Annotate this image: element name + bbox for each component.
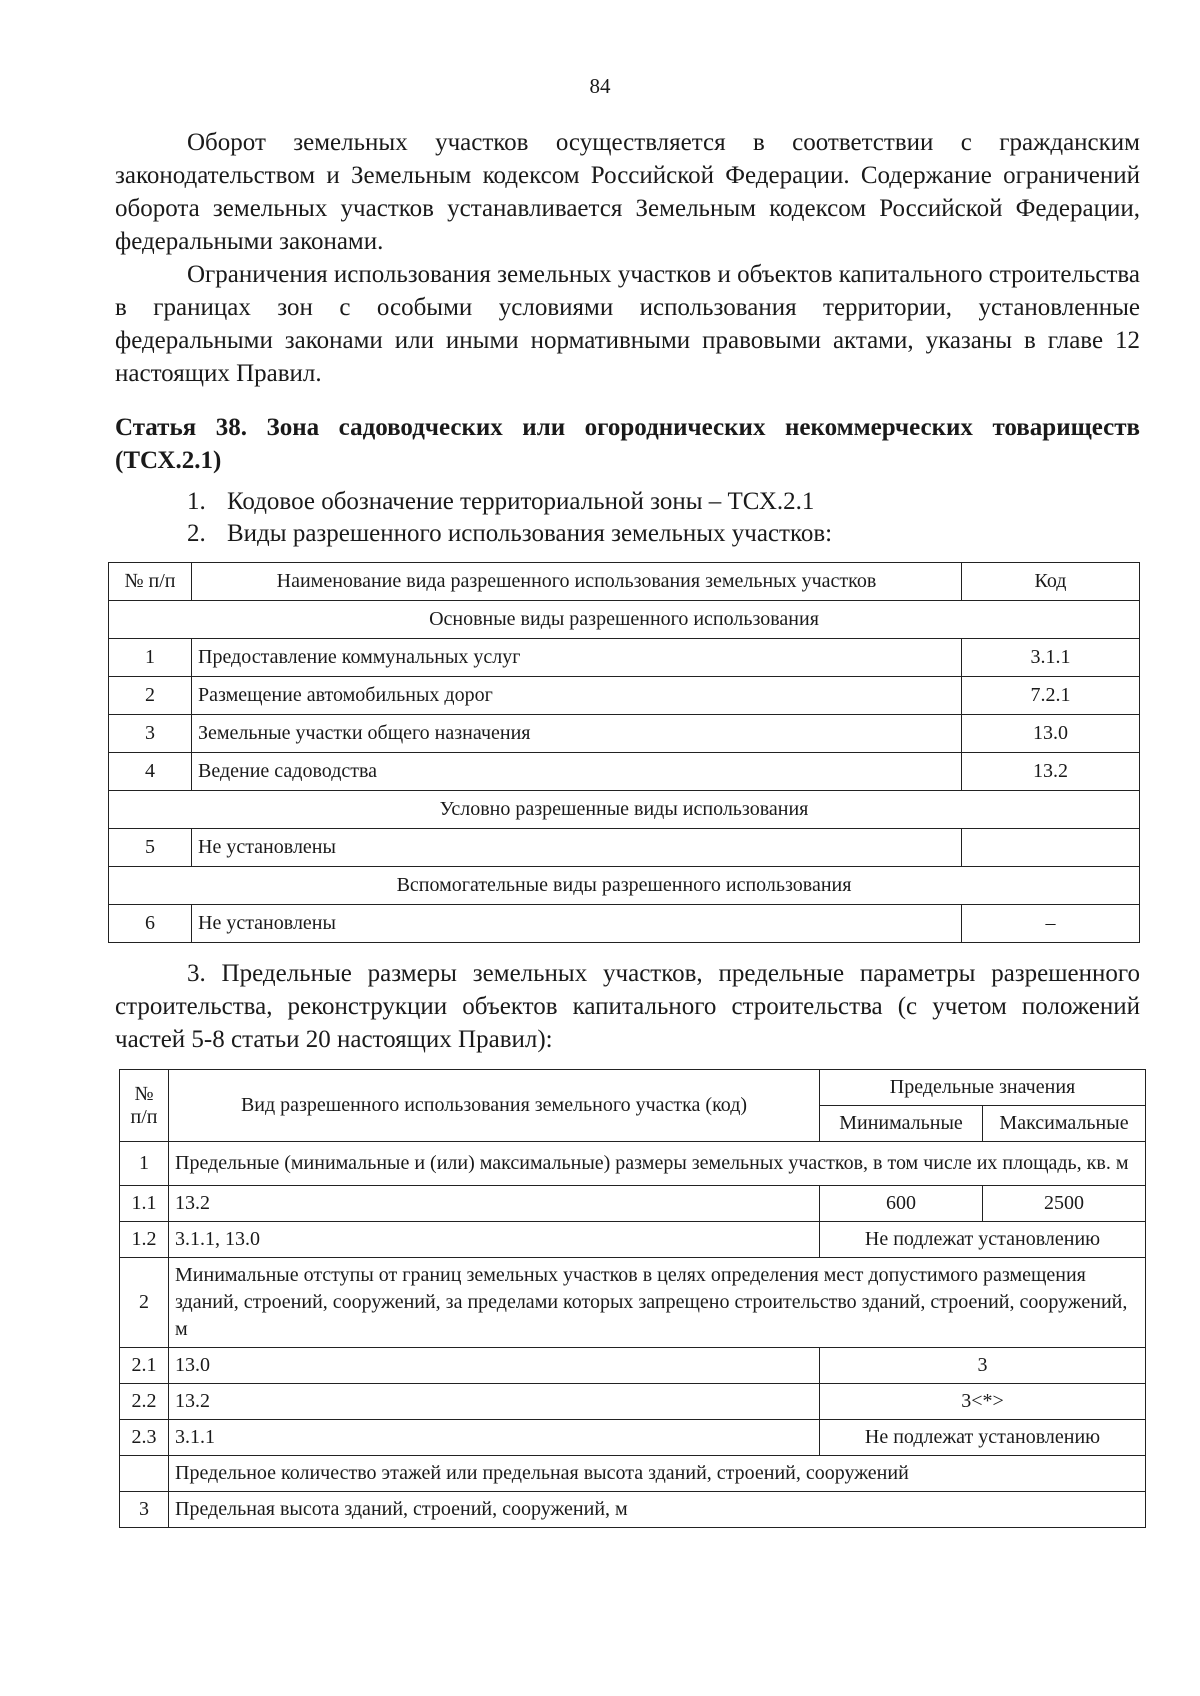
row-number [120, 1456, 169, 1492]
row-name: Размещение автомобильных дорог [192, 677, 962, 715]
table-row [109, 639, 1140, 677]
row-number: 2.1 [120, 1348, 169, 1384]
row-value: 3<*> [820, 1384, 1146, 1420]
table-row [120, 1258, 1146, 1348]
row-number: 1.1 [120, 1186, 169, 1222]
header-cell-name: Наименование вида разрешенного использования земельных участков [192, 563, 962, 601]
row-text: Предельная высота зданий, строений, сооружений, м [169, 1492, 1146, 1528]
header-cell-min: Минимальные [820, 1106, 983, 1142]
paragraph-text: 3. Предельные размеры земельных участков, предельные параметры разрешенного строительства, реконструкции объектов капитального строительства (с учетом положений частей 5-8 статьи 20 настоящих Правил): [115, 960, 1140, 1053]
row-name: Земельные участки общего назначения [192, 715, 962, 753]
row-number: 1 [120, 1142, 169, 1186]
table-row [120, 1222, 1146, 1258]
row-code: 13.0 [169, 1348, 820, 1384]
row-name: Предоставление коммунальных услуг [192, 639, 962, 677]
table-row [120, 1456, 1146, 1492]
row-code: 3.1.1, 13.0 [169, 1222, 820, 1258]
header-cell-max: Максимальные [983, 1106, 1146, 1142]
header-cell-number: № п/п [120, 1070, 169, 1142]
header-cell-code: Код [962, 563, 1140, 601]
row-number: 2 [109, 677, 192, 715]
table-row [109, 715, 1140, 753]
row-value: 3 [820, 1348, 1146, 1384]
limit-parameters-table [119, 1069, 1146, 1528]
row-number: 2.2 [120, 1384, 169, 1420]
paragraph-limit-sizes [115, 957, 1140, 1056]
row-text: Предельное количество этажей или предельная высота зданий, строений, сооружений [169, 1456, 1146, 1492]
row-code: 3.1.1 [169, 1420, 820, 1456]
paragraph-text: Ограничения использования земельных участков и объектов капитального строительства в границах зон с особыми условиями использования территории, установленные федеральными законами или иными нормативными правовыми актами, указаны в главе 12 настоящих Правил. [115, 261, 1140, 387]
row-value: Не подлежат установлению [820, 1222, 1146, 1258]
table-row [120, 1492, 1146, 1528]
header-cell-limit-values: Предельные значения [820, 1070, 1146, 1106]
page-number: 84 [589, 74, 611, 98]
row-number: 5 [109, 829, 192, 867]
table-row [109, 829, 1140, 867]
row-code: 7.2.1 [962, 677, 1140, 715]
table-row [120, 1186, 1146, 1222]
row-number: 4 [109, 753, 192, 791]
section-conditional-uses: Условно разрешенные виды использования [109, 791, 1140, 829]
table-header-row [120, 1070, 1146, 1106]
row-name: Не установлены [192, 829, 962, 867]
table-header-row [109, 563, 1140, 601]
article-heading: Статья 38. Зона садоводческих или огороднических некоммерческих товариществ (ТСХ.2.1) [115, 414, 1140, 474]
row-number: 2.3 [120, 1420, 169, 1456]
row-number: 1.2 [120, 1222, 169, 1258]
row-number: 2 [120, 1258, 169, 1348]
table-row [120, 1420, 1146, 1456]
numbered-list [187, 486, 832, 550]
section-row [109, 791, 1140, 829]
row-number: 1 [109, 639, 192, 677]
table-row [109, 753, 1140, 791]
row-code: 13.2 [169, 1186, 820, 1222]
row-code: 3.1.1 [962, 639, 1140, 677]
table-row [109, 905, 1140, 943]
row-code: 13.2 [169, 1384, 820, 1420]
row-name: Не установлены [192, 905, 962, 943]
row-name: Ведение садоводства [192, 753, 962, 791]
row-code: – [962, 905, 1140, 943]
row-code [962, 829, 1140, 867]
list-item-text: Виды разрешенного использования земельных участков: [227, 520, 833, 547]
row-code: 13.0 [962, 715, 1140, 753]
section-auxiliary-uses: Вспомогательные виды разрешенного использования [109, 867, 1140, 905]
list-item-text: Кодовое обозначение территориальной зоны – ТСХ.2.1 [227, 488, 815, 515]
list-item-number: 2. [187, 520, 206, 547]
table-row [120, 1348, 1146, 1384]
row-text: Минимальные отступы от границ земельных участков в целях определения мест допустимого размещения зданий, строений, сооружений, за пределами которых запрещено строительство зданий, строений, сооружений, м [169, 1258, 1146, 1348]
row-value: Не подлежат установлению [820, 1420, 1146, 1456]
table-row [120, 1142, 1146, 1186]
paragraph-land-turnover [115, 126, 1140, 258]
row-max-value: 2500 [983, 1186, 1146, 1222]
paragraph-text: Оборот земельных участков осуществляется в соответствии с гражданским законодательством и Земельным кодексом Российской Федерации. Содержание ограничений оборота земельных участков устанавливается Земельным кодексом Российской Федерации, федеральными законами. [115, 129, 1140, 255]
table-row [120, 1384, 1146, 1420]
section-row [109, 601, 1140, 639]
paragraph-usage-restrictions [115, 258, 1140, 390]
row-code: 13.2 [962, 753, 1140, 791]
list-item-number: 1. [187, 488, 206, 515]
header-cell-use-type: Вид разрешенного использования земельного участка (код) [169, 1070, 820, 1142]
list-item [187, 518, 832, 550]
row-number: 6 [109, 905, 192, 943]
header-cell-number: № п/п [109, 563, 192, 601]
table-row [109, 677, 1140, 715]
list-item [187, 486, 832, 518]
section-row [109, 867, 1140, 905]
section-main-uses: Основные виды разрешенного использования [109, 601, 1140, 639]
row-number: 3 [109, 715, 192, 753]
row-text: Предельные (минимальные и (или) максимальные) размеры земельных участков, в том числе их площадь, кв. м [169, 1142, 1146, 1186]
row-number: 3 [120, 1492, 169, 1528]
row-min-value: 600 [820, 1186, 983, 1222]
permitted-uses-table [108, 562, 1140, 943]
